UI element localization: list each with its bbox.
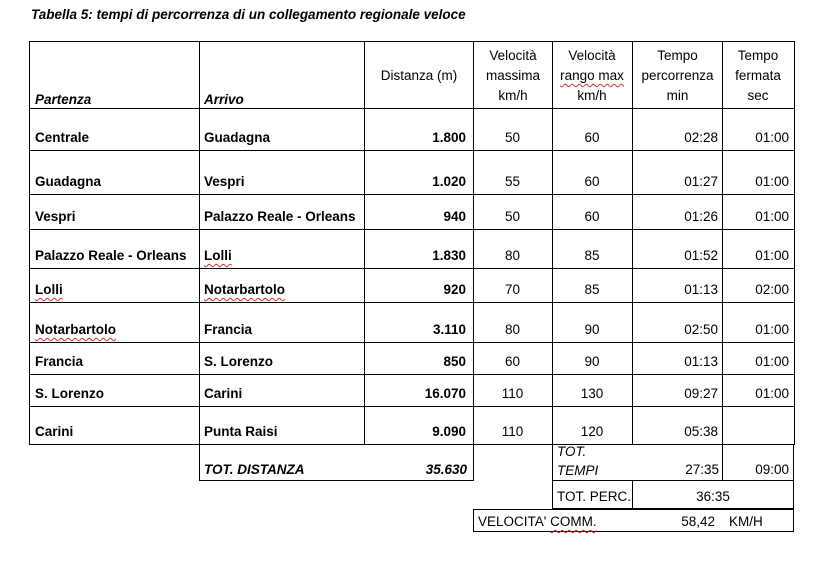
cell-velocita-rango: 90: [584, 354, 600, 369]
table-hline: [29, 108, 795, 109]
header-partenza: Partenza: [35, 92, 92, 107]
cell-tempo-fermata: 01:00: [755, 209, 789, 224]
cell-distanza: 1.830: [432, 248, 466, 263]
cell-velocita-massima: 110: [501, 424, 524, 439]
header-arrivo: Arrivo: [204, 92, 244, 107]
table-hline: [29, 374, 795, 375]
cell-velocita-rango: 60: [584, 209, 600, 224]
table-hline: [29, 229, 795, 230]
table-vline: [29, 41, 30, 445]
header-tempo-fermata-line2: fermata: [735, 68, 781, 83]
cell-partenza: S. Lorenzo: [35, 386, 105, 401]
cell-arrivo: Vespri: [204, 174, 245, 189]
tot-perc-value: 36:35: [696, 489, 730, 504]
cell-partenza: Vespri: [35, 209, 76, 224]
header-tempo-percorrenza-line3: min: [666, 88, 689, 103]
cell-partenza: Carini: [35, 424, 74, 439]
tot-perc-label: TOT. PERC.: [557, 489, 632, 504]
table-vline: [794, 41, 795, 445]
header-velocita-massima-line3: km/h: [498, 88, 528, 103]
header-velocita-rango: [552, 46, 632, 106]
cell-velocita-rango: 85: [584, 282, 600, 297]
cell-arrivo: Lolli: [204, 248, 232, 263]
table-vline: [364, 41, 365, 445]
header-tempo-percorrenza-line2: percorrenza: [641, 68, 714, 83]
table-caption: Tabella 5: tempi di percorrenza di un collegamento regionale veloce: [31, 7, 466, 22]
header-velocita-rango-line1: Velocità: [568, 48, 616, 63]
table-hline: [29, 302, 795, 303]
cell-distanza: 920: [443, 282, 466, 297]
cell-velocita-massima: 80: [504, 248, 521, 263]
header-tempo-percorrenza: [632, 46, 723, 106]
cell-tempo-percorrenza: 01:13: [684, 354, 718, 369]
cell-distanza: 1.020: [432, 174, 466, 189]
tot-tempi-fermata: 09:00: [755, 462, 789, 477]
cell-distanza: 850: [443, 354, 466, 369]
cell-tempo-fermata: 01:00: [755, 386, 789, 401]
tot-tempi-label-line2: TEMPI: [557, 463, 599, 478]
cell-arrivo: Francia: [204, 322, 253, 337]
cell-tempo-percorrenza: 02:28: [684, 130, 718, 145]
header-tempo-fermata: [722, 46, 794, 106]
cell-tempo-percorrenza: 01:26: [684, 209, 718, 224]
cell-velocita-massima: 50: [504, 209, 521, 224]
cell-tempo-percorrenza: 01:27: [684, 174, 718, 189]
table-hline: [29, 342, 795, 343]
tot-tempi-label-line1: TOT.: [557, 444, 587, 459]
header-velocita-massima-line2: massima: [485, 68, 540, 83]
header-velocita-massima-line1: Velocità: [489, 48, 537, 63]
cell-partenza: Francia: [35, 354, 84, 369]
cell-arrivo: Guadagna: [204, 130, 271, 145]
table-hline: [29, 194, 795, 195]
cell-tempo-fermata: 01:00: [755, 248, 789, 263]
cell-arrivo: Notarbartolo: [204, 282, 285, 297]
table-hline: [29, 41, 795, 42]
cell-velocita-massima: 50: [504, 130, 521, 145]
cell-arrivo: S. Lorenzo: [204, 354, 274, 369]
cell-distanza: 940: [443, 209, 466, 224]
cell-tempo-percorrenza: 05:38: [684, 424, 718, 439]
cell-partenza: Guadagna: [35, 174, 102, 189]
cell-velocita-rango: 85: [584, 248, 600, 263]
table-hline: [29, 406, 795, 407]
cell-distanza: 9.090: [432, 424, 466, 439]
cell-velocita-rango: 60: [584, 130, 600, 145]
cell-velocita-rango: 90: [584, 322, 600, 337]
cell-distanza: 16.070: [424, 386, 466, 401]
tot-tempi-label: [557, 442, 598, 480]
header-velocita-massima: [473, 46, 553, 106]
cell-arrivo: Carini: [204, 386, 243, 401]
cell-tempo-fermata: 01:00: [755, 354, 789, 369]
header-distanza: Distanza (m): [380, 68, 458, 83]
cell-tempo-percorrenza: 02:50: [684, 322, 718, 337]
cell-velocita-massima: 80: [504, 322, 521, 337]
cell-distanza: 3.110: [432, 322, 466, 337]
cell-arrivo: Punta Raisi: [204, 424, 278, 439]
cell-tempo-percorrenza: 01:52: [684, 248, 718, 263]
cell-velocita-rango: 120: [580, 424, 604, 439]
tot-distanza-label: TOT. DISTANZA: [204, 462, 305, 477]
cell-arrivo: Palazzo Reale - Orleans: [204, 209, 356, 224]
table-hline: [29, 268, 795, 269]
cell-tempo-fermata: 02:00: [755, 282, 789, 297]
cell-distanza: 1.800: [432, 130, 466, 145]
table-hline: [29, 150, 795, 151]
header-tempo-percorrenza-line1: Tempo: [657, 48, 698, 63]
cell-tempo-fermata: 01:00: [755, 174, 789, 189]
cell-velocita-massima: 60: [504, 354, 521, 369]
cell-partenza: Notarbartolo: [35, 322, 116, 337]
cell-partenza: Lolli: [35, 282, 63, 297]
velocita-comm-label: VELOCITA' COMM.: [478, 514, 597, 529]
tot-distanza-value: 35.630: [425, 462, 467, 477]
header-tempo-fermata-line3: sec: [747, 88, 769, 103]
table-vline: [199, 41, 200, 445]
cell-partenza: Centrale: [35, 130, 90, 145]
cell-tempo-percorrenza: 09:27: [684, 386, 718, 401]
cell-tempo-fermata: 01:00: [755, 322, 789, 337]
cell-velocita-massima: 70: [504, 282, 521, 297]
header-velocita-rango-line2: rango max: [560, 68, 624, 83]
velocita-comm-unit: KM/H: [729, 514, 763, 529]
cell-partenza: Palazzo Reale - Orleans: [35, 248, 187, 263]
cell-velocita-rango: 130: [580, 386, 604, 401]
cell-velocita-massima: 55: [504, 174, 521, 189]
tot-tempi-percorrenza: 27:35: [685, 462, 719, 477]
velocita-comm-value: 58,42: [681, 514, 715, 529]
header-tempo-fermata-line1: Tempo: [737, 48, 779, 63]
header-velocita-rango-line3: km/h: [577, 88, 607, 103]
cell-tempo-fermata: 01:00: [755, 130, 789, 145]
cell-velocita-massima: 110: [501, 386, 524, 401]
cell-velocita-rango: 60: [584, 174, 600, 189]
cell-tempo-percorrenza: 01:13: [684, 282, 718, 297]
